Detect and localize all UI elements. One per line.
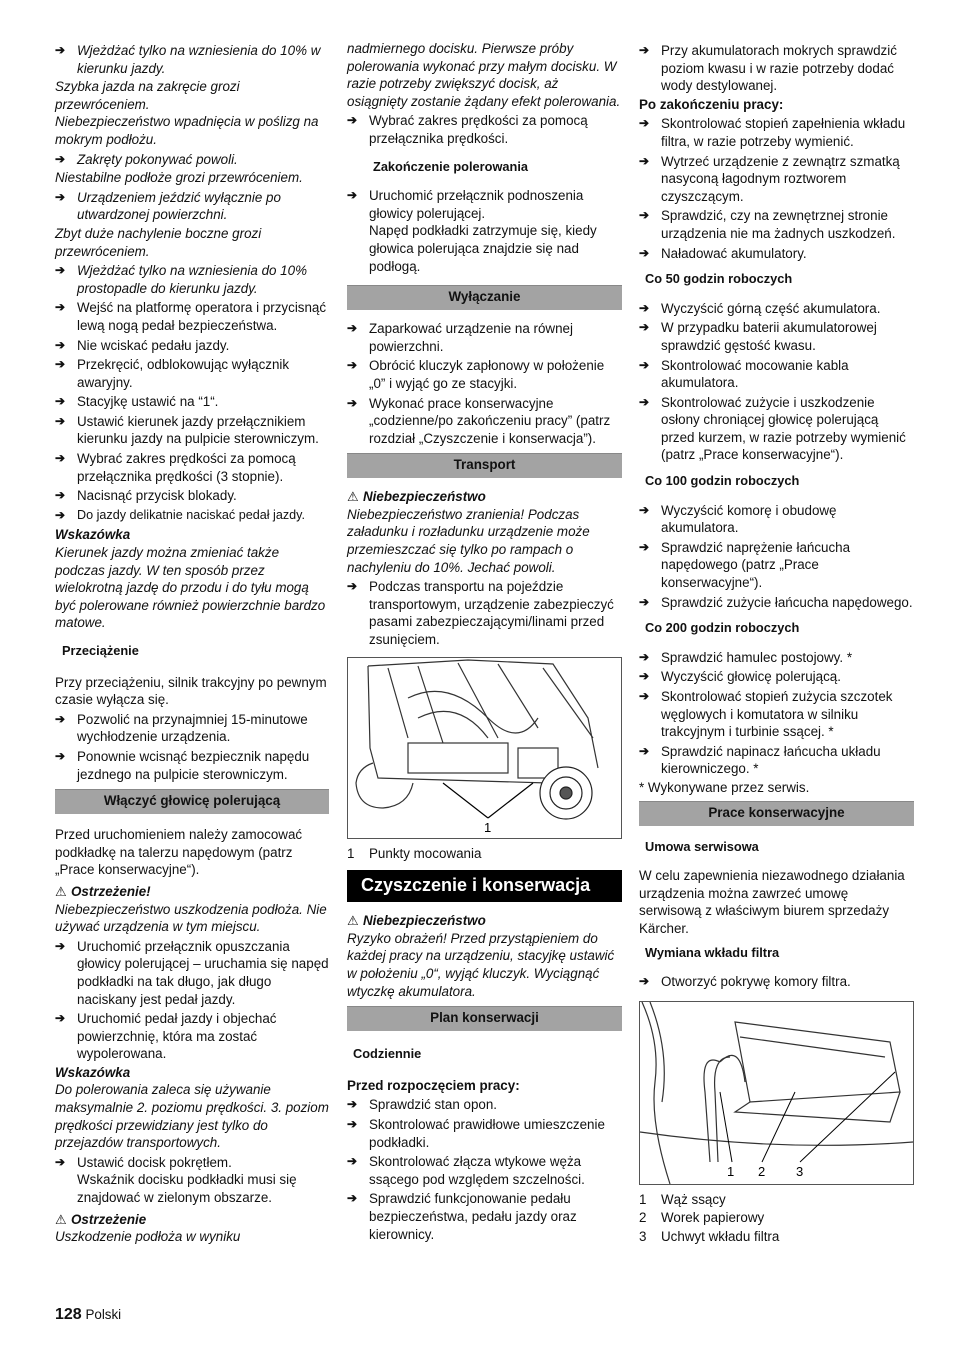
column-1 [55, 40, 329, 1246]
list-item: ➔ Pozwolić na przynajmniej 15-minutowe wychłodzenie urządzenia. [55, 711, 308, 745]
arrow-icon: ➔ [639, 300, 650, 315]
arrow-icon: ➔ [347, 1097, 358, 1112]
callout-label: 2 [758, 1163, 766, 1179]
arrow-icon: ➔ [639, 116, 650, 131]
arrow-icon: ➔ [639, 320, 650, 335]
arrow-icon: ➔ [347, 113, 358, 128]
figure-legend [639, 1191, 914, 1246]
list-item: ➔ Skontrolować złącza wtykowe węża ssącego pod względem szczelności. [347, 1154, 585, 1187]
arrow-icon: ➔ [347, 1191, 358, 1206]
list-item: ➔ Sprawdzić stan opon. [347, 1097, 498, 1113]
arrow-icon: ➔ [55, 711, 66, 726]
list-item: ➔ Uruchomić przełącznik podnoszenia głowicy polerującej. Napęd podkładki zatrzymuje się, kiedy głowica polerująca znajdzie się nad podłogą. [347, 188, 597, 274]
list-item: ➔ Sprawdzić naprężenie łańcucha napędowego (patrz „Prace konserwacyjne“). [639, 539, 851, 591]
section-heading: Przeciążenie [62, 643, 139, 658]
list-item: ➔ Uruchomić przełącznik opuszczania głowicy polerującej – uruchamia się napęd podkładki na tak długo, jak długo naciskany jest pedał jazdy. [55, 938, 329, 1007]
chapter-title: Czyszczenie i konserwacja [347, 870, 622, 902]
list-item: ➔ Podczas transportu na pojeździe transportowym, urządzenie zabezpieczyć pasami zabezpieczającymi/linami przed zsunięciem. [347, 579, 614, 648]
arrow-icon: ➔ [639, 245, 650, 260]
footer-language: Polski [85, 1307, 122, 1322]
arrow-icon: ➔ [347, 188, 358, 203]
legend-item: 1 Wąż ssący [639, 1191, 726, 1207]
list-item: ➔ Skontrolować stopień zapełnienia wkładu filtra, w razie potrzeby wymienić. [639, 116, 906, 149]
list-item: ➔ Wykonać prace konserwacyjne „codzienne/po zakończeniu pracy” (patrz rozdział „Czyszczenie i konserwacja”). [347, 395, 611, 446]
list-item: ➔ Wytrzeć urządzenie z zewnątrz szmatką nasyconą łagodnym roztworem czyszczącym. [639, 153, 900, 204]
section-heading: Umowa serwisowa [645, 838, 759, 854]
list-item: ➔ Wejść na platformę operatora i przycisnąć lewą nogą pedał bezpieczeństwa. [55, 300, 327, 333]
figure-legend: 1 Punkty mocowania [347, 845, 482, 861]
arrow-icon: ➔ [639, 357, 650, 372]
subheading: Przed rozpoczęciem pracy: [347, 1077, 520, 1093]
arrow-icon: ➔ [639, 539, 650, 554]
list-item: ➔ Wjeżdżać tylko na wzniesienia do 10% w kierunku jazdy. [55, 43, 321, 76]
filter-illustration [640, 1002, 913, 1184]
arrow-icon: ➔ [55, 300, 66, 315]
section-heading: Co 50 godzin roboczych [645, 271, 793, 287]
paragraph: Niebezpieczeństwo wpadnięcia w poślizg na mokrym podłożu. [55, 114, 319, 147]
list-item: ➔ Ustawić docisk pokrętłem. Wskaźnik docisku podkładki musi się znajdować w zielonym obszarze. [55, 1154, 297, 1206]
arrow-icon: ➔ [347, 395, 358, 410]
callout-label: 1 [727, 1163, 735, 1179]
arrow-icon: ➔ [639, 208, 650, 223]
legend-item: 2 Worek papierowy [639, 1210, 765, 1226]
subheading: Po zakończeniu pracy: [639, 96, 784, 112]
section-bar: Włączyć głowicę polerującą [55, 789, 329, 814]
list-item: ➔ Sprawdzić funkcjonowanie pedału bezpieczeństwa, pedału jazdy oraz kierownicy. [347, 1191, 577, 1242]
list-item: ➔ Urządzeniem jeździć wyłącznie po utwardzonej powierzchni. [55, 189, 281, 223]
note-text: Kierunek jazdy można zmieniać także podczas jazdy. W ten sposób przez wielokrotną jazdę do przodu i do tyłu mogą być polerowane również powierzchnie bardzo matowe. [55, 545, 326, 631]
arrow-icon: ➔ [639, 594, 650, 609]
list-item: ➔ Wjeżdżać tylko na wzniesienia do 10% prostopadle do kierunku jazdy. [55, 263, 307, 296]
arrow-icon: ➔ [55, 748, 66, 763]
paragraph: nadmiernego docisku. Pierwsze próby polerowania wykonać przy małym docisku. W razie potrzeby zwiększyć docisk, aż osiągnięty zostanie żądany efekt polerowania. [347, 41, 621, 109]
paragraph: Niestabilne podłoże grozi przewróceniem. [55, 170, 303, 186]
paragraph: Szybka jazda na zakręcie grozi przewróceniem. [55, 79, 240, 112]
arrow-icon: ➔ [55, 43, 66, 57]
list-item: ➔ Ponownie wcisnąć bezpiecznik napędu jezdnego na pulpicie sterowniczym. [55, 748, 310, 782]
callout-label: 3 [796, 1163, 804, 1179]
service-note: * Wykonywane przez serwis. [639, 779, 810, 795]
arrow-icon: ➔ [639, 974, 650, 989]
arrow-icon: ➔ [639, 394, 650, 409]
arrow-icon: ➔ [639, 649, 650, 664]
list-item: ➔ Uruchomić pedał jazdy i objechać powierzchnię, która ma zostać wypolerowana. [55, 1011, 277, 1062]
arrow-icon: ➔ [55, 263, 66, 278]
arrow-icon: ➔ [55, 394, 66, 409]
section-bar: Plan konserwacji [347, 1006, 622, 1031]
list-item: ➔ Otworzyć pokrywę komory filtra. [639, 974, 851, 990]
warning-text: Niebezpieczeństwo uszkodzenia podłoża. Nie używać urządzenia w tym miejscu. [55, 901, 327, 935]
warning-heading: ⚠ Ostrzeżenie [55, 1211, 147, 1227]
list-item: ➔ Wyczyścić głowicę polerującą. [639, 669, 841, 685]
list-item: ➔ Przy akumulatorach mokrych sprawdzić poziom kwasu i w razie potrzeby dodać wody destylowanej. [639, 43, 897, 94]
arrow-icon: ➔ [55, 189, 66, 204]
section-heading: Zakończenie polerowania [373, 158, 529, 174]
paragraph: Przy przeciążeniu, silnik trakcyjny po pewnym czasie wyłącza się. [55, 674, 327, 708]
filter-figure [639, 1001, 914, 1185]
list-item: ➔ Przekręcić, odblokowując wyłącznik awaryjny. [55, 357, 290, 390]
list-item: ➔ Zaparkować urządzenie na równej powierzchni. [347, 321, 573, 354]
section-heading: Co 100 godzin roboczych [645, 473, 800, 489]
list-item: ➔ Ustawić kierunek jazdy przełącznikiem kierunku jazdy na pulpicie sterowniczym. [55, 413, 319, 447]
arrow-icon: ➔ [55, 488, 66, 503]
list-item: ➔ Skontrolować zużycie i uszkodzenie osłony chroniącej głowicę polerującą przed kurzem, w razie potrzeby wymienić (patrz „Prace konserwacyjne“). [639, 394, 906, 463]
warning-icon: ⚠ [347, 489, 359, 505]
arrow-icon: ➔ [639, 743, 650, 758]
list-item: ➔ Sprawdzić zużycie łańcucha napędowego. [639, 594, 913, 610]
paragraph: Przed uruchomieniem należy zamocować podkładkę na talerzu napędowym (patrz „Prace konserwacyjne“). [55, 827, 303, 878]
arrow-icon: ➔ [639, 502, 650, 517]
arrow-icon: ➔ [55, 1154, 66, 1169]
warning-text: Uszkodzenie podłoża w wyniku [55, 1229, 241, 1245]
warning-icon: ⚠ [55, 883, 67, 899]
warning-icon: ⚠ [55, 1211, 67, 1227]
page-number: 128 [55, 1306, 82, 1323]
list-item: ➔ Wyczyścić górną część akumulatora. [639, 300, 881, 316]
arrow-icon: ➔ [347, 579, 358, 594]
list-item: ➔ Skontrolować mocowanie kabla akumulatora. [639, 357, 849, 391]
list-item: ➔ Do jazdy delikatnie naciskać pedał jazdy. [55, 507, 329, 525]
note-title: Wskazówka [55, 527, 131, 543]
arrow-icon: ➔ [55, 1011, 66, 1026]
list-item: ➔ Stacyjkę ustawić na “1“. [55, 394, 219, 410]
paragraph: W celu zapewnienia niezawodnego działania urządzenia można zawrzeć umowę serwisową z właściwym biurem sprzedaży Kärcher. [639, 868, 905, 936]
section-bar: Transport [347, 453, 622, 478]
danger-heading: ⚠ Niebezpieczeństwo [347, 489, 486, 505]
warning-heading: ⚠ Ostrzeżenie! [55, 883, 151, 899]
callout-label: 1 [484, 819, 492, 835]
arrow-icon: ➔ [347, 1154, 358, 1169]
arrow-icon: ➔ [639, 669, 650, 684]
arrow-icon: ➔ [347, 321, 358, 336]
column-3 [639, 40, 914, 1247]
note-text: Do polerowania zaleca się używanie maksymalnie 2. poziomu prędkości. 3. poziom prędkości przewidziany jest tylko do przejazdów transportowych. [55, 1082, 329, 1151]
danger-text: Ryzyko obrażeń! Przed przystąpieniem do każdej pracy na urządzeniu, stacyjkę ustawić w położeniu „0“, wyjąć kluczyk. Wyciągnąć wtyczkę akumulatora. [347, 930, 615, 999]
list-item: ➔ Nacisnąć przycisk blokady. [55, 488, 237, 504]
list-item: ➔ Wybrać zakres prędkości za pomocą przełącznika prędkości (3 stopnie). [55, 451, 296, 484]
page-footer [55, 1306, 121, 1324]
paragraph: Zbyt duże nachylenie boczne grozi przewróceniem. [55, 225, 262, 259]
list-item: ➔ Zakręty pokonywać powoli. [55, 151, 238, 167]
danger-text: Niebezpieczeństwo zranienia! Podczas załadunku i rozładunku urządzenie może przemieszczać się tylko po rampach o nachyleniu do 10%. Jechać powoli. [347, 506, 590, 575]
list-item: ➔ W przypadku baterii akumulatorowej sprawdzić gęstość kwasu. [639, 320, 877, 353]
section-heading: Wymiana wkładu filtra [645, 944, 780, 960]
arrow-icon: ➔ [55, 151, 66, 166]
arrow-icon: ➔ [55, 938, 66, 953]
list-item: ➔ Skontrolować prawidłowe umieszczenie podkładki. [347, 1116, 605, 1150]
note-title: Wskazówka [55, 1064, 131, 1080]
section-bar: Wyłączanie [347, 285, 622, 310]
list-item: ➔ Wyczyścić komorę i obudowę akumulatora. [639, 502, 837, 536]
arrow-icon: ➔ [55, 451, 66, 466]
section-heading: Co 200 godzin roboczych [645, 620, 800, 636]
machine-illustration [348, 658, 621, 838]
list-item: ➔ Sprawdzić hamulec postojowy. * [639, 649, 853, 665]
legend-item: 3 Uchwyt wkładu filtra [639, 1228, 780, 1244]
transport-figure [347, 657, 622, 839]
warning-icon: ⚠ [347, 913, 359, 929]
list-item: ➔ Skontrolować stopień zużycia szczotek węglowych i komutatora w silniku trakcyjnym i turbinie ssącej. * [639, 689, 893, 740]
arrow-icon: ➔ [55, 413, 66, 428]
list-item: ➔ Obrócić kluczyk zapłonowy w położenie „0” i wyjąć go ze stacyjki. [347, 358, 605, 391]
arrow-icon: ➔ [55, 507, 66, 522]
list-item: ➔ Naładować akumulatory. [639, 245, 807, 261]
list-item: ➔ Sprawdzić, czy na zewnętrznej stronie urządzenia nie ma żadnych uszkodzeń. [639, 208, 896, 241]
arrow-icon: ➔ [639, 689, 650, 703]
list-item: ➔ Sprawdzić napinacz łańcucha układu kierowniczego. * [639, 743, 881, 777]
list-item: ➔ Nie wciskać pedału jazdy. [55, 337, 230, 353]
danger-heading: ⚠ Niebezpieczeństwo [347, 913, 486, 929]
arrow-icon: ➔ [639, 43, 650, 57]
arrow-icon: ➔ [639, 153, 650, 168]
arrow-icon: ➔ [347, 1116, 358, 1131]
section-bar: Prace konserwacyjne [639, 801, 914, 826]
arrow-icon: ➔ [55, 357, 66, 372]
column-2 [347, 40, 622, 1244]
arrow-icon: ➔ [55, 337, 66, 352]
arrow-icon: ➔ [347, 358, 358, 373]
list-item: ➔ Wybrać zakres prędkości za pomocą przełącznika prędkości. [347, 113, 588, 146]
section-heading: Codziennie [353, 1046, 422, 1062]
